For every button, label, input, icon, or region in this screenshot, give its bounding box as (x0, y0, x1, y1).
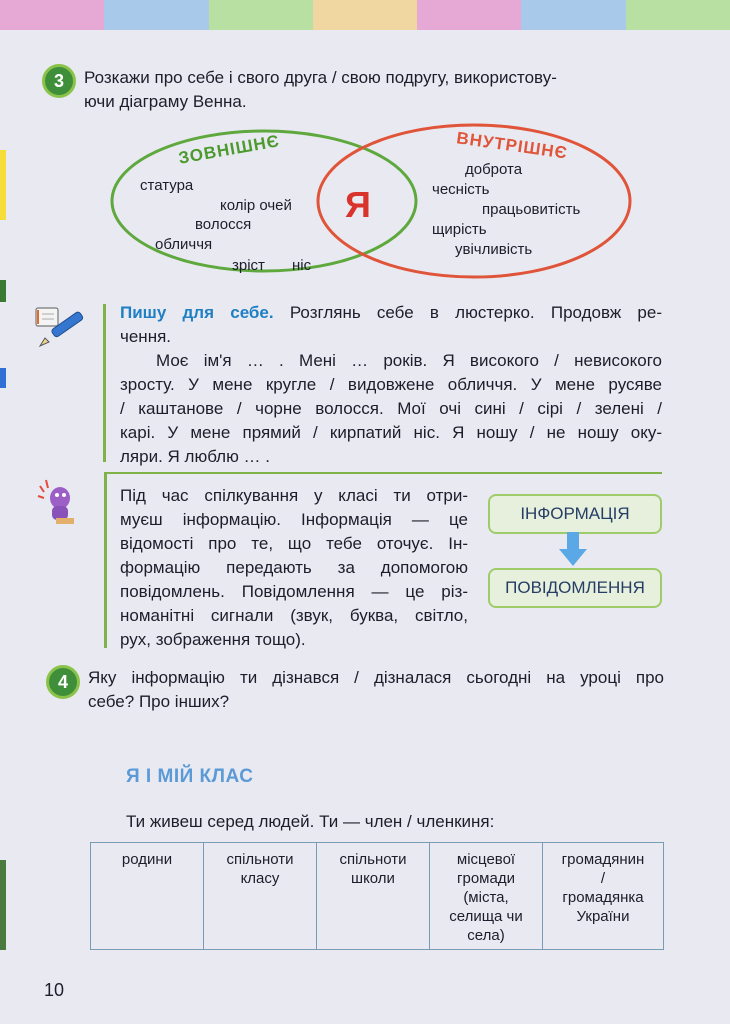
write-line2: чення. (120, 327, 172, 346)
task3-line2: ючи діаграму Венна. (84, 92, 247, 111)
table-row (91, 843, 664, 950)
venn-right-title: ВНУТРІШНЄ (455, 128, 569, 163)
venn-left-item: волосся (195, 216, 252, 233)
cell-line: місцевої (456, 851, 516, 868)
write-heading: Пишу для себе. (120, 303, 274, 322)
venn-right-item: увічливість (455, 241, 533, 258)
message-box: ПОВІДОМЛЕННЯ (488, 568, 662, 608)
venn-left-item: статура (140, 177, 194, 194)
task-number-badge: 3 (42, 64, 76, 98)
table-cell (430, 843, 543, 950)
venn-left-item: ніс (292, 257, 312, 274)
venn-right-item: доброта (465, 161, 523, 178)
task3-text (84, 66, 664, 114)
write-block (120, 301, 662, 469)
venn-left-item: зріст (232, 257, 265, 274)
write-block-bar (103, 304, 106, 462)
section-intro: Ти живеш серед людей. Ти — член / членкиня: (126, 812, 495, 831)
info-block-topline (104, 472, 662, 474)
section-title: Я І МІЙ КЛАС (126, 766, 254, 787)
table-cell (543, 843, 664, 950)
table-cell (204, 843, 317, 950)
info-line: відомості про те, що тебе оточує. Ін- (120, 534, 468, 553)
info-line: рух, зображення тощо). (120, 630, 306, 649)
task4-text (88, 666, 664, 714)
cell-line: громадянин (561, 851, 645, 868)
cell-line: родини (121, 851, 173, 868)
table-cell (317, 843, 430, 950)
task4-line2: себе? Про інших? (88, 692, 230, 711)
write-body-line: карі. У мене прямий / кирпатий ніс. Я ношу / не ношу оку- (120, 423, 662, 442)
write-body-line: зросту. У мене кругле / видовжене обличчя. У мене русяве (120, 375, 662, 394)
venn-right-item: працьовитість (482, 201, 581, 218)
write-first-line (120, 301, 662, 325)
venn-left-item: обличчя (155, 236, 213, 253)
cell-line: селища чи (449, 908, 523, 925)
info-block-bar (104, 474, 107, 648)
write-body-line: ляри. Я люблю … . (120, 447, 271, 466)
left-edge-tab-blue (0, 368, 6, 388)
task4-line1: Яку інформацію ти дізнався / дізналася сьогодні на уроці про (88, 668, 664, 687)
write-intro: Розглянь себе в люстерко. Продовж ре- (289, 303, 662, 322)
info-text (120, 484, 468, 652)
cell-line: / (600, 870, 606, 887)
task-number-badge: 4 (46, 665, 80, 699)
cell-line: спільноти (339, 851, 407, 868)
venn-left-title: ЗОВНІШНЄ (177, 131, 282, 168)
venn-center-label: Я (345, 184, 371, 225)
pen-icon (32, 302, 88, 350)
cell-line: спільноти (226, 851, 294, 868)
information-box: ІНФОРМАЦІЯ (488, 494, 662, 534)
cell-line: громадянка (562, 889, 644, 906)
cell-line: громади (457, 870, 515, 887)
info-line: номанітні сигнали (звук, буква, світло, (120, 606, 468, 625)
membership-table (90, 842, 664, 950)
top-color-strip (0, 0, 730, 30)
info-line: повідомлень. Повідомлення — це різ- (120, 582, 468, 601)
info-line: Під час спілкування у класі ти отри- (120, 486, 468, 505)
venn-right-item: щирість (432, 221, 487, 238)
thinking-creature-icon (34, 476, 80, 526)
cell-line: школи (351, 870, 395, 887)
info-line: муєш інформацію. Інформація — це (120, 510, 468, 529)
cell-line: (міста, (463, 889, 509, 906)
left-edge-tab-darkgreen (0, 860, 6, 950)
cell-line: села) (467, 927, 505, 944)
table-cell (91, 843, 204, 950)
cell-line: класу (240, 870, 280, 887)
cell-line: України (576, 908, 630, 925)
task3-line1: Розкажи про себе і свого друга / свою подругу, використову- (84, 68, 557, 87)
info-line: формацію передають за допомогою (120, 558, 468, 577)
left-edge-tab-yellow (0, 150, 6, 220)
page-number: 10 (44, 980, 65, 1000)
arrow-down-icon (558, 532, 588, 568)
left-edge-tab-green (0, 280, 6, 302)
venn-left-item: колір очей (220, 197, 292, 214)
write-body-line: / каштанове / чорне волосся. Мої очі сині / сірі / зелені / (120, 399, 662, 418)
write-body-line: Моє ім'я … . Мені … років. Я високого / невисокого (156, 351, 662, 370)
venn-right-item: чесність (432, 181, 490, 198)
